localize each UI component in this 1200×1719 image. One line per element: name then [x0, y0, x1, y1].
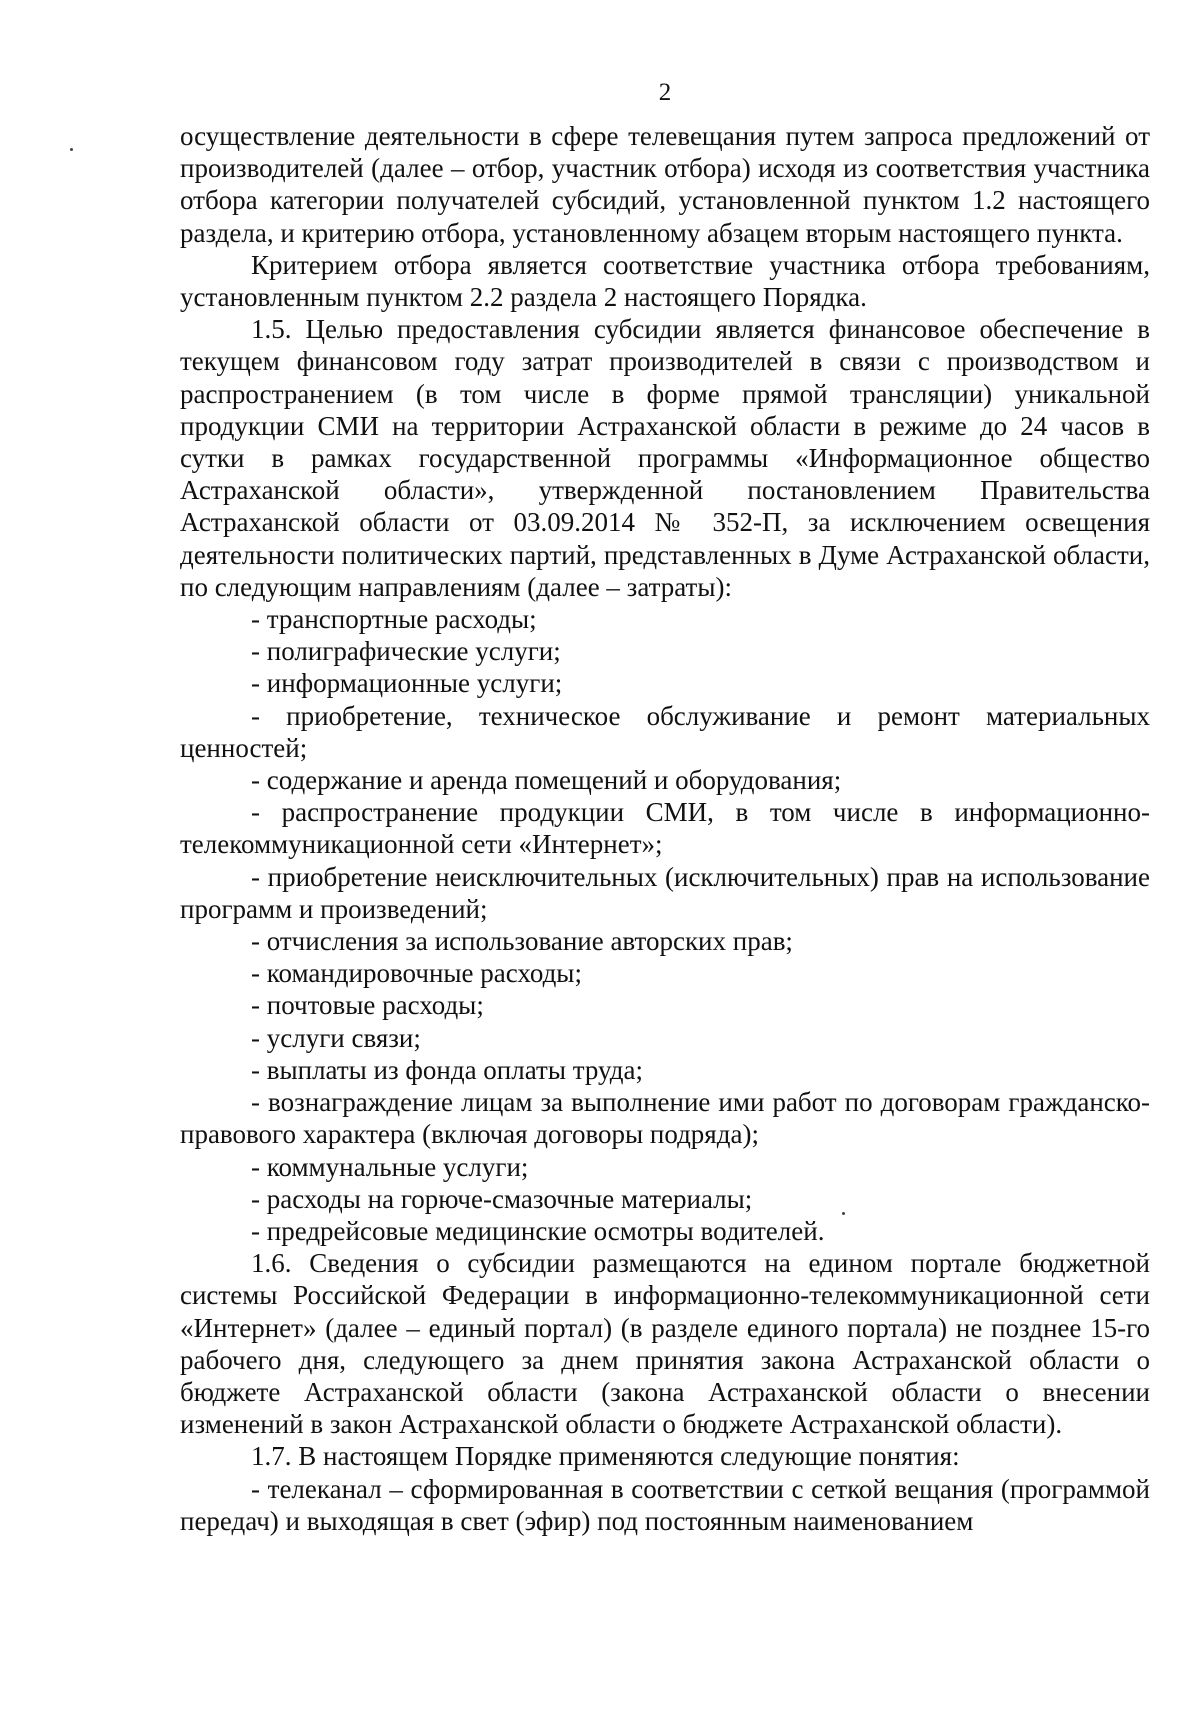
list-item: - расходы на горюче-смазочные материалы;: [251, 1183, 753, 1214]
paragraph-1-6: 1.6. Сведения о субсидии размещаются на едином портале бюджетной системы Российской Федерации в информационно-телекоммуникационной сети «Интернет» (далее – единый портал) (в разделе единого портала) не позднее 15-го рабочего дня, следующего за днем принятия закона Астраханской области о бюджете Астраханской области (закона Астраханской области о внесении изменений в закон Астраханской области о бюджете Астраханской области).: [180, 1248, 1150, 1440]
list-item: - почтовые расходы;: [251, 990, 484, 1021]
list-item: - транспортные расходы;: [251, 604, 537, 635]
document-body: [180, 120, 1150, 1537]
list-item: - полиграфические услуги;: [251, 636, 561, 667]
list-item: - командировочные расходы;: [251, 958, 582, 989]
list-item: - вознаграждение лицам за выполнение ими работ по договорам гражданско-правового характера (включая договоры подряда);: [180, 1087, 1150, 1150]
paragraph: осуществление деятельности в сфере телевещания путем запроса предложений от производителей (далее – отбор, участник отбора) исходя из соответствия участника отбора категории получателей субсидий, установленной пунктом 1.2 настоящего раздела, и критерию отбора, установленному абзацем вторым настоящего пункта.: [180, 121, 1150, 248]
list-item: - приобретение, техническое обслуживание и ремонт материальных ценностей;: [180, 700, 1150, 763]
scan-speck: [842, 1212, 845, 1215]
paragraph-1-7: 1.7. В настоящем Порядке применяются следующие понятия:: [251, 1441, 960, 1472]
list-item: - распространение продукции СМИ, в том числе в информационно-телекоммуникационной сети «Интернет»;: [180, 797, 1150, 860]
list-item: - информационные услуги;: [251, 668, 563, 699]
list-item: - содержание и аренда помещений и оборудования;: [251, 765, 842, 796]
scan-speck: [70, 148, 73, 151]
paragraph: Критерием отбора является соответствие участника отбора требованиям, установленным пунктом 2.2 раздела 2 настоящего Порядка.: [180, 249, 1150, 313]
list-item: - выплаты из фонда оплаты труда;: [251, 1054, 644, 1085]
list-item: - предрейсовые медицинские осмотры водителей.: [251, 1215, 825, 1246]
page-number: 2: [658, 79, 672, 106]
definition-item: - телеканал – сформированная в соответствии с сеткой вещания (программой передач) и выходящая в свет (эфир) под постоянным наименованием: [180, 1473, 1150, 1536]
list-item: - коммунальные услуги;: [251, 1151, 529, 1182]
list-item: - отчисления за использование авторских прав;: [251, 926, 793, 957]
list-item: - услуги связи;: [251, 1022, 421, 1053]
paragraph-1-5: 1.5. Целью предоставления субсидии является финансовое обеспечение в текущем финансовом году затрат производителей в связи с производством и распространением (в том числе в форме прямой трансляции) уникальной продукции СМИ на территории Астраханской области в режиме до 24 часов в сутки в рамках государственной программы «Информационное общество Астраханской области», утвержденной постановлением Правительства Астраханской области от 03.09.2014 № 352-П, за исключением освещения деятельности политических партий, представленных в Думе Астраханской области, по следующим направлениям (далее – затраты):: [180, 314, 1150, 602]
list-item: - приобретение неисключительных (исключительных) прав на использование программ и произведений;: [180, 861, 1150, 924]
